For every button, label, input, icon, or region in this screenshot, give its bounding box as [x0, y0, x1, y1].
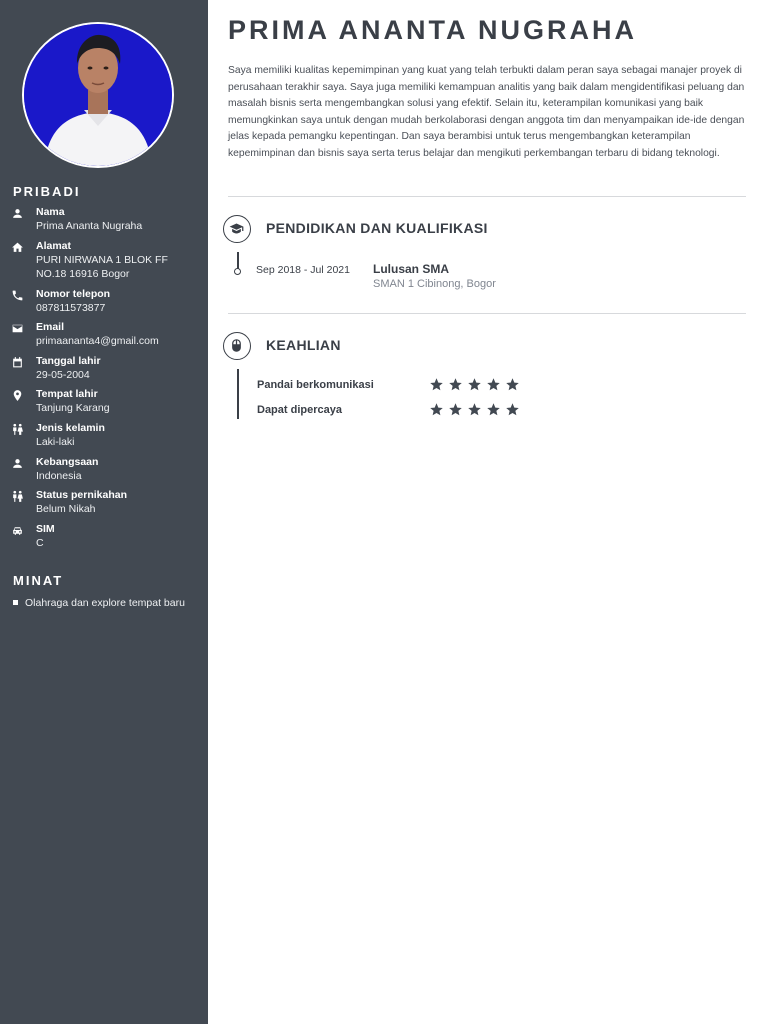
info-value: C	[36, 536, 44, 549]
star-filled-icon	[486, 377, 501, 392]
car-icon	[11, 524, 24, 537]
profile-photo-icon	[24, 24, 172, 166]
divider	[228, 313, 746, 314]
info-label: Nama	[36, 206, 65, 218]
info-value: Prima Ananta Nugraha	[36, 220, 143, 232]
info-value: 29-05-2004	[36, 368, 90, 381]
info-label: SIM	[36, 522, 55, 535]
info-item-phone	[0, 287, 208, 321]
info-value: Belum Nikah	[36, 503, 96, 516]
gender-icon	[11, 423, 24, 436]
star-filled-icon	[448, 377, 463, 392]
education-degree: Lulusan SMA	[373, 262, 450, 276]
info-item-nationality	[0, 455, 208, 489]
personal-info-list	[0, 205, 208, 555]
skills-title: KEAHLIAN	[266, 337, 341, 353]
star-filled-icon	[429, 402, 444, 417]
divider	[228, 196, 746, 197]
info-item-gender	[0, 421, 208, 455]
person-icon	[11, 457, 24, 470]
info-item-driving-license	[0, 522, 208, 556]
interests-heading: MINAT	[13, 573, 64, 588]
avatar	[22, 22, 174, 168]
star-filled-icon	[429, 377, 444, 392]
info-item-name	[0, 205, 208, 239]
bullet-icon	[13, 600, 18, 605]
info-item-email	[0, 320, 208, 354]
info-value: primaananta4@gmail.com	[36, 335, 159, 348]
info-value: 087811573877	[36, 301, 106, 314]
star-filled-icon	[448, 402, 463, 417]
skill-name: Dapat dipercaya	[257, 404, 342, 416]
profile-summary: Saya memiliki kualitas kepemimpinan yang kuat yang telah terbukti dalam peran saya sebagai manajer proyek di perusahaan terakhir saya. Saya juga memiliki kemampuan analitis yang baik dalam mengidentifikasi peluang dan masalah bisnis serta mengembangkan solusi yang efektif. Selain itu, keterampilan komunikasi yang baik memungkinkan saya untuk dengan mudah berkolaborasi dengan anggota tim dan menyampaikan ide-ide dengan jelas kepada pemangku kepentingan. Dan saya berambisi untuk terus mengembangkan keterampilan kepemimpinan dan bisnis saya serta terus belajar dan mengikuti perkembangan terbaru di bidang teknologi.	[228, 65, 745, 159]
mail-icon	[11, 322, 24, 335]
info-label: Tanggal lahir	[36, 354, 101, 367]
skill-rating	[429, 402, 520, 417]
skill-row	[257, 402, 557, 420]
education-date: Sep 2018 - Jul 2021	[256, 264, 350, 276]
page-title: PRIMA ANANTA NUGRAHA	[228, 15, 637, 45]
star-filled-icon	[486, 402, 501, 417]
main-content	[208, 0, 768, 1024]
info-label: Kebangsaan	[36, 455, 99, 468]
info-label: Jenis kelamin	[36, 421, 105, 434]
interest-item	[13, 597, 185, 609]
personal-heading: PRIBADI	[13, 184, 81, 199]
info-item-birth-place	[0, 387, 208, 421]
home-icon	[11, 241, 24, 254]
person-icon	[11, 207, 24, 220]
info-label: Alamat	[36, 239, 72, 252]
graduation-cap-icon	[223, 215, 251, 243]
info-label: Nomor telepon	[36, 287, 111, 300]
info-item-birth-date	[0, 354, 208, 388]
timeline-dot	[234, 268, 241, 275]
star-filled-icon	[467, 402, 482, 417]
education-title: PENDIDIKAN DAN KUALIFIKASI	[266, 220, 488, 236]
couple-icon	[11, 490, 24, 503]
star-filled-icon	[505, 377, 520, 392]
skill-rating	[429, 377, 520, 392]
info-item-marital-status	[0, 488, 208, 522]
info-value: Indonesia	[36, 469, 82, 482]
info-value: PURI NIRWANA 1 BLOK FF NO.18 16916 Bogor	[36, 253, 168, 280]
interest-label: Olahraga dan explore tempat baru	[25, 597, 185, 609]
phone-icon	[11, 289, 24, 302]
star-filled-icon	[467, 377, 482, 392]
info-value: Laki-laki	[36, 435, 75, 448]
timeline-line	[237, 369, 239, 419]
info-label: Tempat lahir	[36, 388, 98, 401]
info-item-address	[0, 239, 208, 287]
info-label: Status pernikahan	[36, 489, 128, 502]
skill-row	[257, 377, 557, 395]
education-school: SMAN 1 Cibinong, Bogor	[373, 278, 496, 290]
info-value: Tanjung Karang	[36, 402, 110, 415]
mouse-icon	[223, 332, 251, 360]
skill-name: Pandai berkomunikasi	[257, 379, 374, 391]
star-filled-icon	[505, 402, 520, 417]
location-pin-icon	[11, 389, 24, 402]
info-label: Email	[36, 321, 65, 334]
sidebar	[0, 0, 208, 1024]
calendar-icon	[11, 356, 24, 369]
